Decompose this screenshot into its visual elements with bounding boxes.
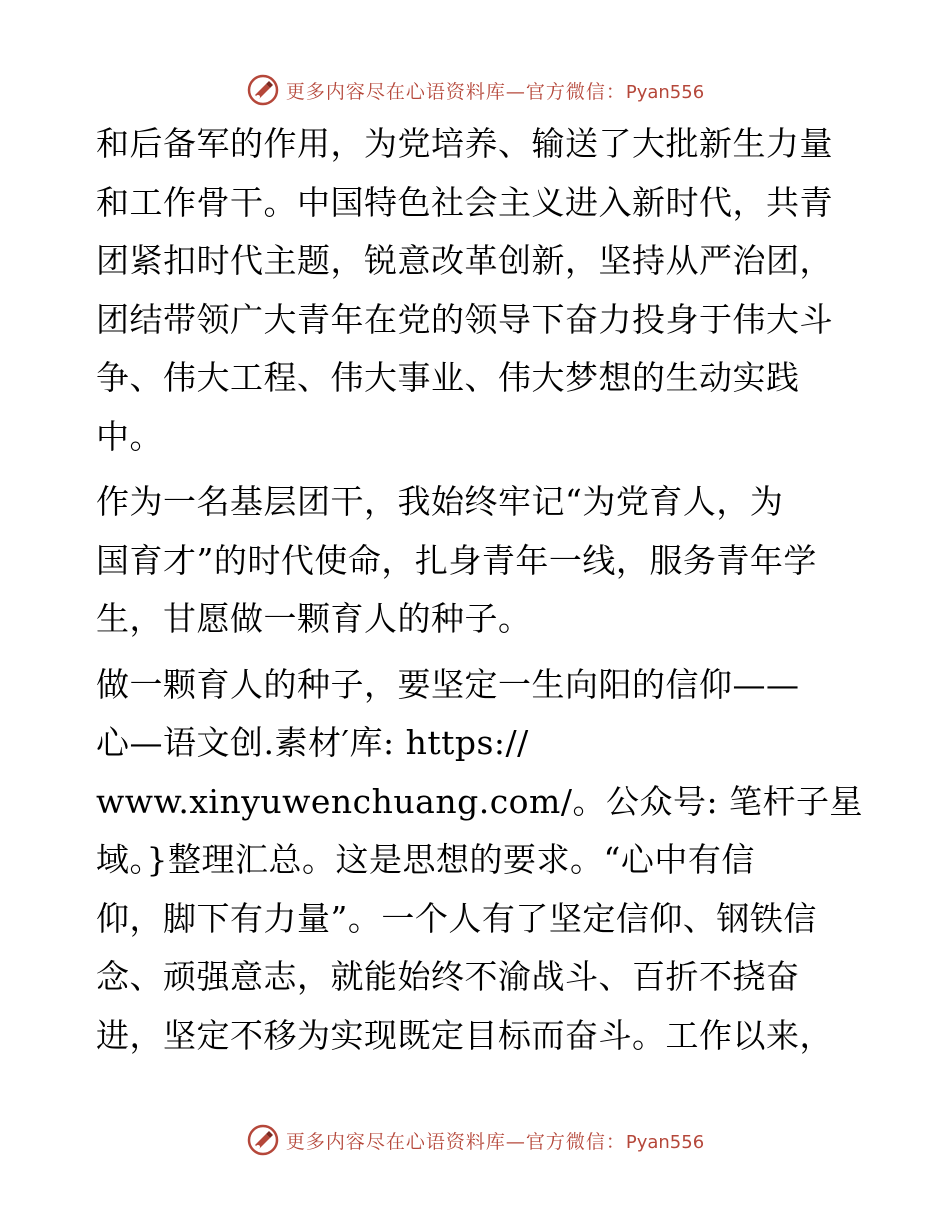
text-line: 团紧扣时代主题，锐意改革创新，坚持从严治团， [96,241,833,280]
footer-brand-text: 更多内容尽在心语资料库—官方微信：Pyan556 [285,1130,705,1153]
header-banner [0,70,950,110]
text-line: 仰，脚下有力量”。一个人有了坚定信仰、钢铁信 [96,898,817,938]
text-line: 作为一名基层团干，我始终牢记“为党育人，为 [96,482,784,521]
footer-banner [0,1120,950,1160]
document-body [96,115,864,1072]
text-line: 生，甘愿做一颗育人的种子。 [96,599,532,638]
text-line: www.xinyuwenchuang.com/。公众号: 笔杆子星 [96,781,864,821]
text-line: 争、伟大工程、伟大事业、伟大梦想的生动实践 [96,358,800,397]
text-line: 心—语文创.素材′库: https:// [96,723,529,762]
text-line: 域。}整理汇总。这是思想的要求。“心中有信 [96,840,755,879]
header-brand-text: 更多内容尽在心语资料库—官方微信：Pyan556 [285,80,705,103]
paragraph-2 [96,473,856,649]
brand-logo-icon [246,1123,280,1157]
text-line: 和工作骨干。中国特色社会主义进入新时代，共青 [96,182,833,222]
text-line: 中。 [96,416,163,456]
text-line: 念、顽强意志，就能始终不渝战斗、百折不挠奋 [96,957,800,996]
text-line: 团结带领广大青年在党的领导下奋力投身于伟大斗 [96,299,833,339]
text-line: 进，坚定不移为实现既定目标而奋斗。工作以来， [96,1015,833,1055]
paragraph-1 [96,115,856,466]
text-line: 国育才”的时代使命，扎身青年一线，服务青年学 [96,540,817,580]
header-wechat-id: Pyan556 [625,81,705,103]
text-line: 和后备军的作用，为党培养、输送了大批新生力量 [96,124,833,163]
paragraph-3 [96,656,864,1066]
brand-logo-icon [246,73,280,107]
footer-wechat-id: Pyan556 [625,1131,705,1153]
text-line: 做一颗育人的种子，要坚定一生向阳的信仰—— [96,664,800,704]
